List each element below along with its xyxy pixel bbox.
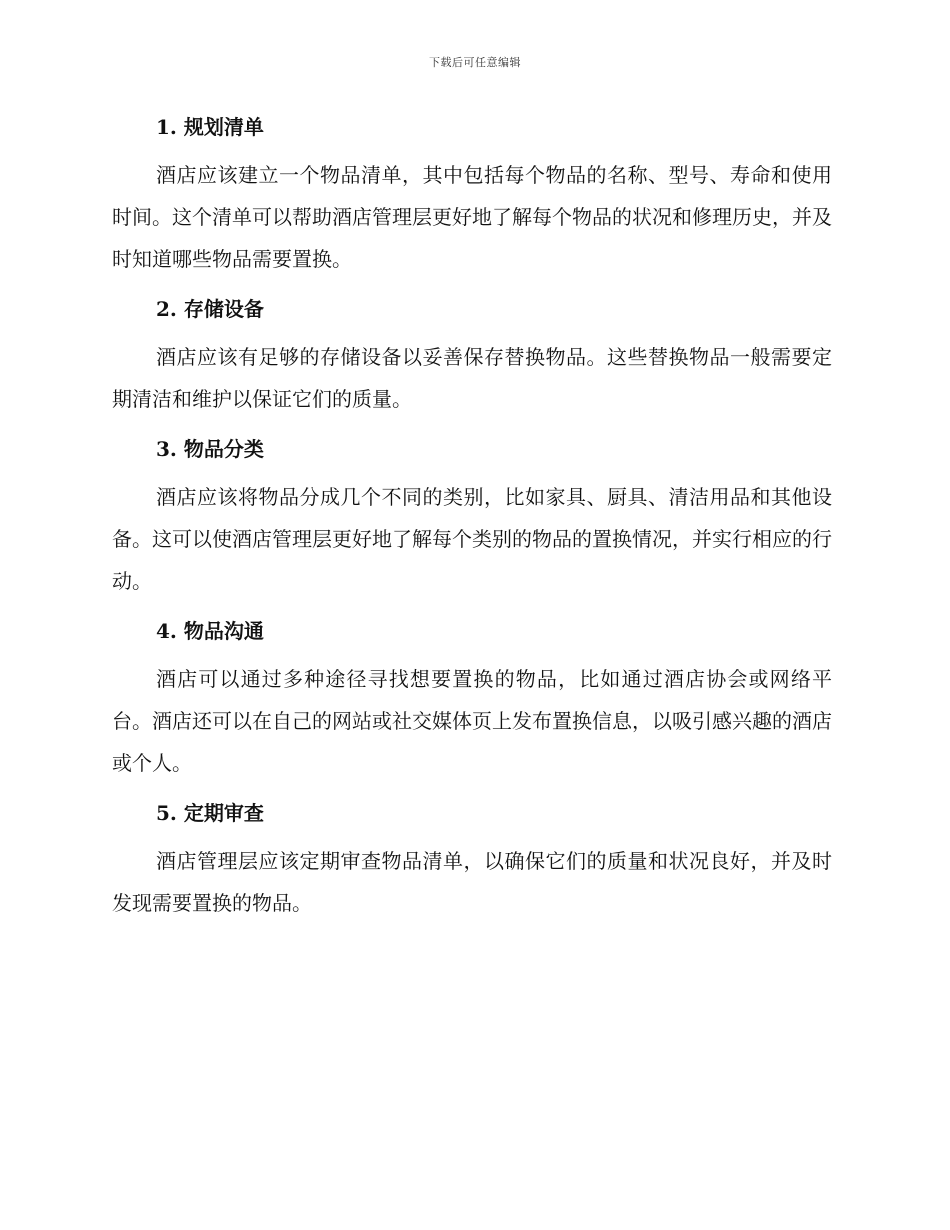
section-heading: 2. 存储设备 [156, 297, 264, 321]
section-item-classification [112, 430, 832, 602]
section-planning-list [112, 108, 832, 280]
section-paragraph: 酒店应该建立一个物品清单，其中包括每个物品的名称、型号、寿命和使用时间。这个清单可以帮助酒店管理层更好地了解每个物品的状况和修理历史，并及时知道哪些物品需要置换。 [112, 163, 832, 271]
section-item-communication [112, 612, 832, 784]
section-heading: 1. 规划清单 [156, 115, 264, 139]
section-heading: 4. 物品沟通 [156, 619, 264, 643]
section-heading: 3. 物品分类 [156, 437, 264, 461]
section-paragraph: 酒店管理层应该定期审查物品清单，以确保它们的质量和状况良好，并及时发现需要置换的物品。 [112, 849, 832, 915]
section-paragraph: 酒店应该有足够的存储设备以妥善保存替换物品。这些替换物品一般需要定期清洁和维护以保证它们的质量。 [112, 345, 832, 411]
section-heading: 5. 定期审查 [156, 801, 264, 825]
document-body [112, 108, 832, 934]
section-storage-equipment [112, 290, 832, 420]
section-paragraph: 酒店应该将物品分成几个不同的类别，比如家具、厨具、清洁用品和其他设备。这可以使酒店管理层更好地了解每个类别的物品的置换情况，并实行相应的行动。 [112, 485, 832, 593]
section-regular-review [112, 794, 832, 924]
page-header: 下载后可任意编辑 [429, 56, 521, 69]
section-paragraph: 酒店可以通过多种途径寻找想要置换的物品，比如通过酒店协会或网络平台。酒店还可以在自己的网站或社交媒体页上发布置换信息，以吸引感兴趣的酒店或个人。 [112, 667, 832, 775]
